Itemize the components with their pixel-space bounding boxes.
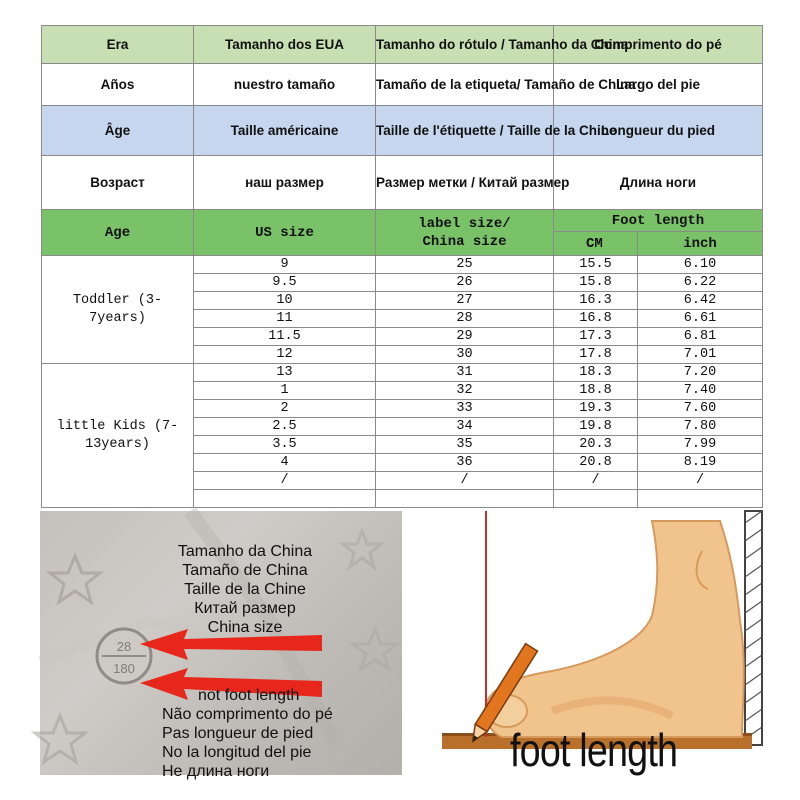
us-size-header: US size — [194, 210, 376, 256]
china-cell: 29 — [376, 328, 554, 346]
language-header-cell: Длина ноги — [554, 156, 763, 210]
foot-length-label: foot length — [510, 724, 678, 776]
inch-cell: 7.20 — [638, 364, 763, 382]
size-header-row — [42, 210, 763, 232]
cm-cell: 18.3 — [554, 364, 638, 382]
star-emboss-icon — [343, 531, 381, 567]
us-cell: 4 — [194, 454, 376, 472]
inch-cell: 6.61 — [638, 310, 763, 328]
china-cell: 35 — [376, 436, 554, 454]
inch-cell: 7.40 — [638, 382, 763, 400]
china-cell: 26 — [376, 274, 554, 292]
label-size-line: China size — [422, 233, 507, 250]
cm-cell: 15.8 — [554, 274, 638, 292]
language-header-cell: Tamaño de la etiqueta/ Tamaño de China — [376, 64, 554, 106]
us-cell: 1 — [194, 382, 376, 400]
cm-cell: / — [554, 472, 638, 490]
language-header-cell: Taille américaine — [194, 106, 376, 156]
size-chart-table — [41, 25, 763, 508]
us-cell: 9 — [194, 256, 376, 274]
age-group-label: 13years) — [85, 436, 150, 452]
star-emboss-icon — [35, 716, 85, 762]
inch-cell — [638, 490, 763, 508]
language-header-row — [42, 26, 763, 64]
china-cell: 31 — [376, 364, 554, 382]
star-emboss-icon — [353, 629, 397, 669]
language-header-cell: nuestro tamaño — [194, 64, 376, 106]
us-cell: 3.5 — [194, 436, 376, 454]
cm-cell: 17.3 — [554, 328, 638, 346]
inch-cell: 6.42 — [638, 292, 763, 310]
china-size-label: China size — [207, 619, 283, 636]
language-header-cell: наш размер — [194, 156, 376, 210]
language-header-cell: Años — [42, 64, 194, 106]
us-cell: 13 — [194, 364, 376, 382]
language-header-row — [42, 106, 763, 156]
not-foot-length-caption — [162, 686, 333, 781]
us-cell: 11 — [194, 310, 376, 328]
inch-cell: 8.19 — [638, 454, 763, 472]
language-header-cell: Largo del pie — [554, 64, 763, 106]
china-cell — [376, 490, 554, 508]
age-group-label: little Kids (7- — [56, 418, 179, 434]
china-cell: 36 — [376, 454, 554, 472]
language-header-cell: Âge — [42, 106, 194, 156]
language-header-cell: Longueur du pied — [554, 106, 763, 156]
shoe-sole-photo — [40, 511, 402, 780]
china-size-caption — [170, 542, 320, 637]
foot-length-header: Foot length — [554, 210, 763, 232]
language-header-cell: Taille de l'étiquette / Taille de la Chine — [376, 106, 554, 156]
us-cell: / — [194, 472, 376, 490]
china-cell: 25 — [376, 256, 554, 274]
not-foot-length-label: Pas longueur de pied — [162, 725, 314, 742]
label-size-header — [376, 210, 554, 256]
us-cell: 9.5 — [194, 274, 376, 292]
language-header-row — [42, 64, 763, 106]
inch-cell: 6.10 — [638, 256, 763, 274]
us-cell: 12 — [194, 346, 376, 364]
china-size-label: Tamaño de China — [182, 562, 308, 579]
china-cell: / — [376, 472, 554, 490]
foot-length-illustration — [402, 511, 762, 775]
label-size-line: label size/ — [418, 215, 511, 232]
china-cell: 33 — [376, 400, 554, 418]
cm-cell: 19.3 — [554, 400, 638, 418]
inch-cell: 7.01 — [638, 346, 763, 364]
cm-cell: 16.3 — [554, 292, 638, 310]
cm-cell — [554, 490, 638, 508]
age-group-cell — [42, 256, 194, 364]
us-cell: 2 — [194, 400, 376, 418]
not-foot-length-label: Не длина ноги — [162, 763, 270, 780]
age-group-label: Toddler (3- — [72, 292, 163, 308]
language-header-cell: Tamanho dos EUA — [194, 26, 376, 64]
inch-header: inch — [638, 232, 763, 256]
inch-cell: 7.99 — [638, 436, 763, 454]
inch-cell: 7.60 — [638, 400, 763, 418]
cm-cell: 20.8 — [554, 454, 638, 472]
language-header-cell: Comprimento do pé — [554, 26, 763, 64]
us-cell: 11.5 — [194, 328, 376, 346]
inch-cell: 6.81 — [638, 328, 763, 346]
language-header-cell: Размер метки / Китай размер — [376, 156, 554, 210]
age-header: Age — [42, 210, 194, 256]
not-foot-length-label: not foot length — [198, 687, 300, 704]
language-header-row — [42, 156, 763, 210]
not-foot-length-label: Não comprimento do pé — [162, 706, 333, 723]
not-foot-length-label: No la longitud del pie — [162, 744, 312, 761]
stamp-number: 28 — [116, 639, 132, 654]
china-cell: 28 — [376, 310, 554, 328]
cm-cell: 16.8 — [554, 310, 638, 328]
cm-cell: 20.3 — [554, 436, 638, 454]
table-row — [42, 364, 763, 382]
cm-header: CM — [554, 232, 638, 256]
cm-cell: 19.8 — [554, 418, 638, 436]
language-header-cell: Возраст — [42, 156, 194, 210]
cm-cell: 15.5 — [554, 256, 638, 274]
china-cell: 34 — [376, 418, 554, 436]
china-cell: 27 — [376, 292, 554, 310]
china-size-label: Китай размер — [194, 600, 296, 617]
stamp-number: 180 — [113, 661, 135, 676]
language-header-cell: Tamanho do rótulo / Tamanho da China — [376, 26, 554, 64]
inch-cell: 6.22 — [638, 274, 763, 292]
china-cell: 32 — [376, 382, 554, 400]
cm-cell: 17.8 — [554, 346, 638, 364]
age-group-cell — [42, 364, 194, 508]
us-cell — [194, 490, 376, 508]
table-row — [42, 256, 763, 274]
inch-cell: / — [638, 472, 763, 490]
china-cell: 30 — [376, 346, 554, 364]
china-size-label: Taille de la Chine — [184, 581, 306, 598]
age-group-label: 7years) — [89, 310, 146, 326]
us-cell: 2.5 — [194, 418, 376, 436]
us-cell: 10 — [194, 292, 376, 310]
cm-cell: 18.8 — [554, 382, 638, 400]
inch-cell: 7.80 — [638, 418, 763, 436]
star-emboss-icon — [50, 556, 100, 602]
china-size-label: Tamanho da China — [177, 543, 313, 560]
language-header-cell: Era — [42, 26, 194, 64]
